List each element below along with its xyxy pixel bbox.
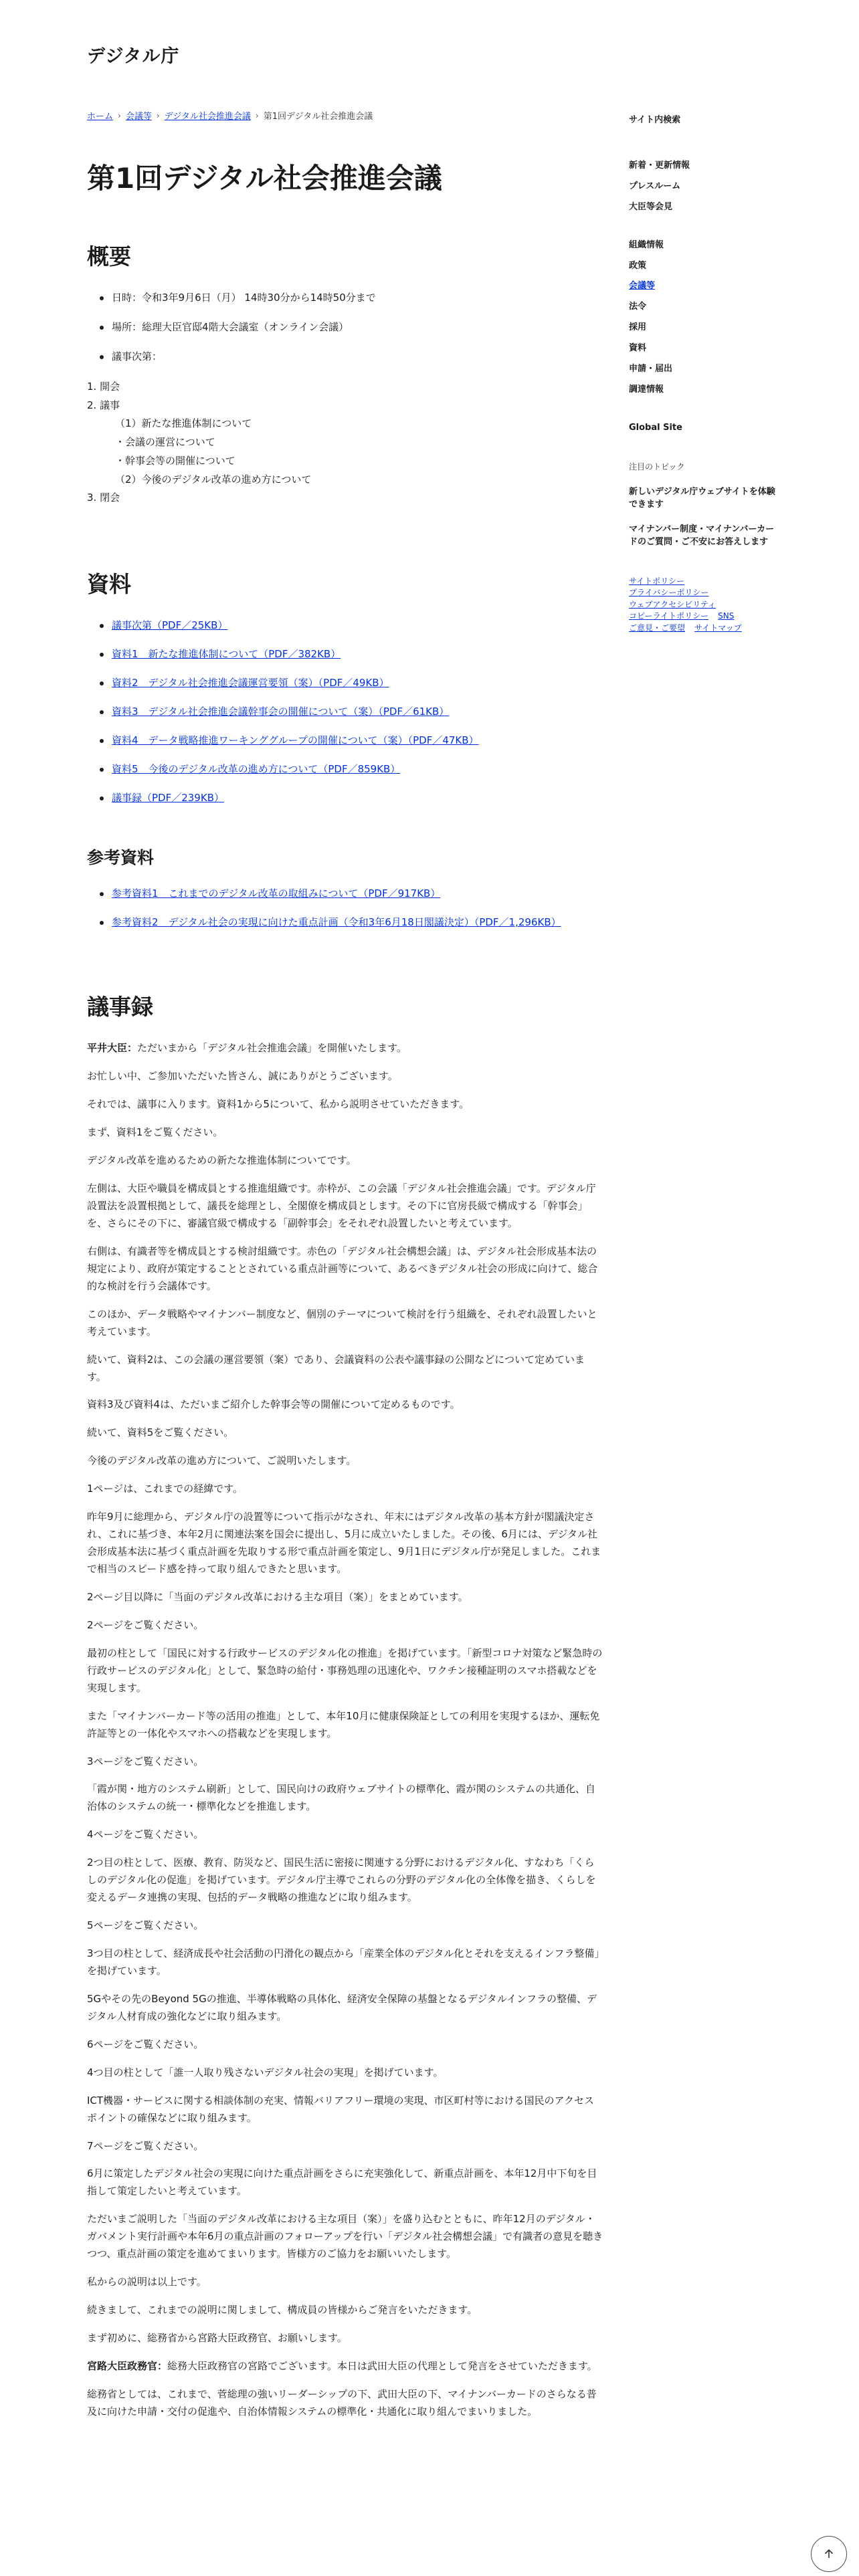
minutes-paragraph: 資料3及び資料4は、ただいまご紹介した幹事会等の開催について定めるものです。 xyxy=(87,1398,460,1411)
minutes-paragraph: 3つ目の柱として、経済成長や社会活動の円滑化の観点から「産業全体のデジタル化とそれを支えるインフラ整備」を掲げています。 xyxy=(87,1947,599,1977)
references-heading: 参考資料 xyxy=(87,848,155,868)
footer-link[interactable]: サイトマップ xyxy=(694,623,742,633)
minutes-heading: 議事録 xyxy=(87,994,153,1021)
minutes-paragraph: 「霞が関・地方のシステム刷新」として、国民向けの政府ウェブサイトの標準化、霞が関のシステムの共通化、自治体のシステムの統一・標準化などを推進します。 xyxy=(87,1783,596,1813)
sidebar-item[interactable]: 新着・更新情報 xyxy=(629,160,690,171)
material-link[interactable]: 議事録（PDF／239KB） xyxy=(112,792,224,804)
list-item xyxy=(87,617,603,633)
list-item xyxy=(87,646,603,662)
list-item xyxy=(87,914,603,930)
minutes-paragraph: お忙しい中、ご参加いただいた皆さん、誠にありがとうございます。 xyxy=(87,1070,398,1083)
material-link[interactable]: 資料2 デジタル社会推進会議運営要領（案）（PDF／49KB） xyxy=(112,677,389,689)
material-link[interactable]: 資料3 デジタル社会推進会議幹事会の開催について（案）（PDF／61KB） xyxy=(112,706,450,718)
minutes-paragraph: 総務省としては、これまで、菅総理の強いリーダーシップの下、武田大臣の下、マイナンバーカードのさらなる普及に向けた申請・交付の促進や、自治体情報システムの標準化・共通化に取り組んでまいりました。 xyxy=(87,2387,597,2418)
overview-place: 場所：総理大臣官邸4階大会議室（オンライン会議） xyxy=(87,319,603,335)
minutes-paragraph: 4ページをご覧ください。 xyxy=(87,1828,204,1841)
minutes-paragraph: デジタル改革を進めるための新たな推進体制についてです。 xyxy=(87,1154,357,1167)
minutes-paragraph: 最初の柱として「国民に対する行政サービスのデジタル化の推進」を掲げています。「新型コロナ対策など緊急時の行政サービスのデジタル化」として、緊急時の給付・事務処理の迅速化や、ワクチン接種証明のスマホ搭載などを実現します。 xyxy=(87,1646,603,1694)
site-logo[interactable]: デジタル庁 xyxy=(87,46,180,67)
minutes-paragraph: 4つ目の柱として「誰一人取り残さないデジタル社会の実現」を掲げています。 xyxy=(87,2066,444,2078)
minutes-paragraph: 2ページ目以降に「当面のデジタル改革における主な項目（案）」をまとめています。 xyxy=(87,1590,468,1603)
agenda-item: 3. 閉会 xyxy=(87,492,120,504)
minutes-paragraph: 続いて、資料5をご覧ください。 xyxy=(87,1426,234,1439)
breadcrumb-current: 第1回デジタル社会推進会議 xyxy=(263,112,373,122)
back-to-top-button[interactable] xyxy=(811,2536,847,2572)
sidebar xyxy=(629,112,789,634)
sidebar-item[interactable]: 調達情報 xyxy=(629,384,664,395)
overview-heading: 概要 xyxy=(87,243,131,270)
minutes-paragraph: 2ページをご覧ください。 xyxy=(87,1618,204,1631)
main-content xyxy=(87,160,603,2432)
minutes-paragraph: 私からの説明は以上です。 xyxy=(87,2276,207,2288)
footer-link[interactable]: プライバシーポリシー xyxy=(629,588,709,598)
material-link[interactable]: 資料1 新たな推進体制について（PDF／382KB） xyxy=(112,648,341,661)
site-search-link[interactable]: サイト内検索 xyxy=(629,115,681,125)
material-link[interactable]: 資料5 今後のデジタル改革の進め方について（PDF／859KB） xyxy=(112,763,401,776)
topic-link[interactable]: 新しいデジタル庁ウェブサイトを体験できます xyxy=(629,486,775,510)
footer-link[interactable]: サイトポリシー xyxy=(629,576,685,586)
sidebar-item[interactable]: 採用 xyxy=(629,322,647,333)
reference-link[interactable]: 参考資料1 これまでのデジタル改革の取組みについて（PDF／917KB） xyxy=(112,887,441,900)
materials-heading: 資料 xyxy=(87,571,131,598)
arrow-up-icon xyxy=(823,2548,835,2560)
minutes-paragraph: 宮路大臣政務官：総務大臣政務官の宮路でございます。本日は武田大臣の代理として発言をさせていただきます。 xyxy=(87,2359,597,2372)
footer-link[interactable]: ご意見・ご要望 xyxy=(629,623,686,633)
minutes-paragraph: 5ページをご覧ください。 xyxy=(87,1919,204,1932)
sidebar-item[interactable]: 法令 xyxy=(629,302,647,312)
minutes-paragraph: 1ページは、これまでの経緯です。 xyxy=(87,1483,244,1495)
overview-list xyxy=(87,290,603,364)
references-list xyxy=(87,885,603,930)
sidebar-group-news xyxy=(629,160,789,213)
agenda-list xyxy=(87,378,603,508)
minutes-paragraph: 続いて、資料2は、この会議の運営要領（案）であり、会議資料の公表や議事録の公開などについて定めています。 xyxy=(87,1353,585,1383)
topic-link[interactable]: マイナンバー制度・マイナンバーカードのご質問・ご不安にお答えします xyxy=(629,524,775,548)
sidebar-item[interactable]: 会議等 xyxy=(629,281,656,292)
minutes-paragraph: 3ページをご覧ください。 xyxy=(87,1755,204,1767)
footer-link[interactable]: ウェブアクセシビリティ xyxy=(629,599,716,609)
speaker-name: 宮路大臣政務官： xyxy=(87,2359,168,2372)
sidebar-item[interactable]: 組織情報 xyxy=(629,239,664,250)
breadcrumb-council[interactable]: デジタル社会推進会議 xyxy=(164,112,251,122)
minutes-paragraph: 6ページをご覧ください。 xyxy=(87,2038,204,2050)
agenda-subitem: （1）新たな推進体制について xyxy=(115,417,252,430)
minutes-paragraph: 右側は、有識者等を構成員とする検討組織です。赤色の「デジタル社会構想会議」は、デジタル社会形成基本法の規定により、政府が策定することとされている重点計画等について、あるべきデジタル社会の形成に向けて、総合的な検討を行う会議体です。 xyxy=(87,1245,598,1292)
chevron-right-icon: › xyxy=(156,110,160,120)
chevron-right-icon: › xyxy=(118,110,121,120)
agenda-item: 1. 開会 xyxy=(87,380,120,393)
speaker-name: 平井大臣： xyxy=(87,1042,138,1055)
reference-link[interactable]: 参考資料2 デジタル社会の実現に向けた重点計画（令和3年6月18日閣議決定）（PDF／1,296KB） xyxy=(112,916,561,929)
minutes-paragraph: まず初めに、総務省から宮路大臣政務官、お願いします。 xyxy=(87,2332,347,2345)
list-item xyxy=(87,761,603,777)
sidebar-item[interactable]: 資料 xyxy=(629,343,647,354)
minutes-paragraph: まず、資料1をご覧ください。 xyxy=(87,1126,223,1139)
list-item xyxy=(87,675,603,691)
sidebar-group-nav xyxy=(629,240,789,396)
minutes-paragraph: 今後のデジタル改革の進め方について、ご説明いたします。 xyxy=(87,1455,357,1467)
agenda-subitem: ・幹事会等の開催について xyxy=(115,454,235,467)
minutes-body xyxy=(87,1068,603,2347)
page-title: 第1回デジタル社会推進会議 xyxy=(87,162,442,195)
list-item xyxy=(87,790,603,806)
agenda-item: 2. 議事 xyxy=(87,399,120,411)
sidebar-item[interactable]: プレスルーム xyxy=(629,181,681,191)
footer-link[interactable]: コピーライトポリシー xyxy=(629,611,709,621)
breadcrumb-meetings[interactable]: 会議等 xyxy=(125,112,152,122)
materials-section xyxy=(87,569,603,806)
minutes-paragraph: 平井大臣：ただいまから「デジタル社会推進会議」を開催いたします。 xyxy=(87,1042,407,1055)
sidebar-item[interactable]: 申請・届出 xyxy=(629,364,673,374)
list-item xyxy=(87,704,603,720)
chevron-right-icon: › xyxy=(255,110,259,120)
minutes-paragraph: ただいまご説明した「当面のデジタル改革における主な項目（案）」を盛り込むとともに、昨年12月のデジタル・ガバメント実行計画や本年6月の重点計画のフォローアップを行い「デジタル社会構想会議」で有識者の意見を聴きつつ、重点計画の策定を進めてまいります。皆様方のご協力をお願いいたします。 xyxy=(87,2213,603,2260)
minutes-section xyxy=(87,992,603,2421)
list-item xyxy=(87,885,603,901)
overview-datetime: 日時：令和3年9月6日（月） 14時30分から14時50分まで xyxy=(87,290,603,306)
sidebar-item[interactable]: 政策 xyxy=(629,260,647,271)
minutes-paragraph: 5Gやその先のBeyond 5Gの推進、半導体戦略の具体化、経済安全保障の基盤となるデジタルインフラの整備、デジタル人材育成の強化などに取り組みます。 xyxy=(87,1992,597,2022)
breadcrumb-home[interactable]: ホーム xyxy=(87,112,114,122)
minutes-paragraph: 6月に策定したデジタル社会の実現に向けた重点計画をさらに充実強化して、新重点計画を、本年12月中下旬を目指して策定したいと考えています。 xyxy=(87,2167,597,2197)
material-link[interactable]: 資料4 データ戦略推進ワーキンググループの開催について（案）（PDF／47KB） xyxy=(112,734,479,747)
agenda-subitem: ・会議の運営について xyxy=(115,436,215,449)
footer-link[interactable]: SNS xyxy=(718,611,735,621)
material-link[interactable]: 議事次第（PDF／25KB） xyxy=(112,619,228,632)
overview-agenda-label: 議事次第： xyxy=(87,348,603,364)
list-item xyxy=(87,732,603,748)
global-site-link[interactable]: Global Site xyxy=(629,422,682,433)
minutes-paragraph: このほか、データ戦略やマイナンバー制度など、個別のテーマについて検討を行う組織を、それぞれ設置したいと考えています。 xyxy=(87,1307,597,1337)
minutes-paragraph: また「マイナンバーカード等の活用の推進」として、本年10月に健康保険証としての利用を実現するほか、運転免許証等との一体化やスマホへの搭載などを実現します。 xyxy=(87,1709,600,1739)
minutes-paragraph: 2つ目の柱として、医療、教育、防災など、国民生活に密接に関連する分野におけるデジタル化、すなわち「くらしのデジタル化の促進」を掲げています。デジタル庁主導でこれらの分野のデジタル化の全体像を描き、くらしを変えるデータ連携の実現、包括的データ戦略の推進などに取り組みます。 xyxy=(87,1856,596,1904)
agenda-subitem: （2）今後のデジタル改革の進め方について xyxy=(115,473,312,486)
breadcrumb xyxy=(87,109,373,122)
sidebar-item[interactable]: 大臣等会見 xyxy=(629,201,673,212)
materials-list xyxy=(87,617,603,806)
minutes-paragraph: 続きまして、これまでの説明に関しまして、構成員の皆様からご発言をいただきます。 xyxy=(87,2304,478,2317)
minutes-paragraph: 7ページをご覧ください。 xyxy=(87,2139,204,2152)
minutes-paragraph: それでは、議事に入ります。資料1から5について、私から説明させていただきます。 xyxy=(87,1098,470,1111)
minutes-paragraph: ICT機器・サービスに関する相談体制の充実、情報バリアフリー環境の実現、市区町村等における国民のアクセスポイントの確保などに取り組みます。 xyxy=(87,2094,595,2124)
references-section xyxy=(87,846,603,930)
footer-links xyxy=(629,576,789,634)
minutes-paragraph: 昨年9月に総理から、デジタル庁の設置等について指示がなされ、年末にはデジタル改革の基本方針が閣議決定され、これに基づき、本年2月に関連法案を国会に提出し、5月に成立いたしました。その後、6月には、デジタル社会形成基本法に基づく重点計画を先取りする形で重点計画を策定し、9月1日にデジタル庁が発足しました。これまで相当のスピード感を持って取り組んできたと思います。 xyxy=(87,1511,601,1576)
topics-label: 注目のトピック xyxy=(629,461,685,471)
overview-section xyxy=(87,241,603,508)
sidebar-group-global xyxy=(629,423,789,434)
minutes-paragraph: 左側は、大臣や職員を構成員とする推進組織です。赤枠が、この会議「デジタル社会推進会議」です。デジタル庁設置法を設置根拠として、議長を総理とし、全閣僚を構成員とします。その下に官房長級で構成する「幹事会」を、さらにその下に、審議官級で構成する「副幹事会」をそれぞれ設置したいと考えています。 xyxy=(87,1182,596,1229)
